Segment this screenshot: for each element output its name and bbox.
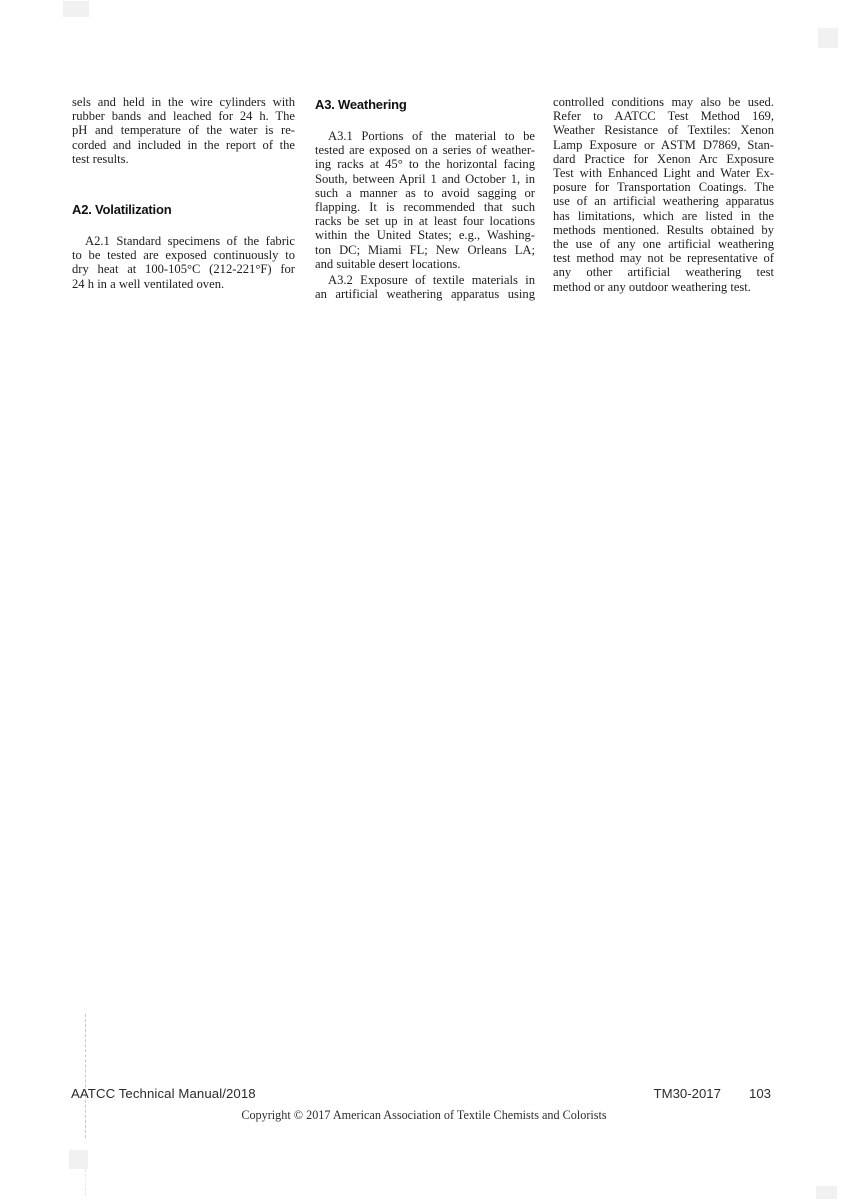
text-line: test method may not be representative of xyxy=(553,251,774,266)
text-line: flapping. It is recommended that such xyxy=(315,200,535,215)
footer-page-number: 103 xyxy=(748,1086,771,1101)
text-line: ing racks at 45° to the horizontal facing xyxy=(315,157,535,172)
text-line: sels and held in the wire cylinders with xyxy=(72,95,295,109)
text-line: tested are exposed on a series of weather- xyxy=(315,143,535,158)
text-line: dard Practice for Xenon Arc Exposure xyxy=(553,151,774,166)
section-heading: A3. Weathering xyxy=(315,97,407,112)
text-line: controlled conditions may also be used. xyxy=(553,95,774,109)
section-heading: A2. Volatilization xyxy=(72,202,172,218)
paragraph xyxy=(72,234,295,291)
text-line: to be tested are exposed continuously to xyxy=(72,248,295,263)
text-line: posure for Transportation Coatings. The xyxy=(553,180,774,195)
text-line: racks be set up in at least four locations xyxy=(315,214,535,229)
footer-right-group xyxy=(654,1086,771,1101)
text-line: within the United States; e.g., Washing- xyxy=(315,228,535,243)
text-line: methods mentioned. Results obtained by xyxy=(553,222,774,237)
scan-artifact-top-left xyxy=(63,1,89,17)
text-line: use of an artificial weathering apparatus xyxy=(553,194,774,209)
text-line: and suitable desert locations. xyxy=(315,256,461,271)
paragraph xyxy=(72,95,295,166)
text-line: 24 h in a well ventilated oven. xyxy=(72,276,225,291)
text-line: A3.1 Portions of the material to be xyxy=(328,129,535,143)
text-line: rubber bands and leached for 24 h. The xyxy=(72,109,295,124)
text-line: Lamp Exposure or ASTM D7869, Stan- xyxy=(553,137,774,152)
text-line: an artificial weathering apparatus using xyxy=(315,287,535,302)
text-column-1 xyxy=(72,95,295,291)
text-line: dry heat at 100-105°C (212-221°F) for xyxy=(72,262,295,277)
text-line: the use of any one artificial weathering xyxy=(553,237,774,252)
scan-artifact-bottom-right xyxy=(816,1186,837,1199)
text-line: pH and temperature of the water is re- xyxy=(72,123,295,138)
text-line: any other artificial weathering test xyxy=(553,265,774,280)
text-line: ton DC; Miami FL; New Orleans LA; xyxy=(315,242,535,257)
copyright-line: Copyright © 2017 American Association of Textile Chemists and Colorists xyxy=(241,1108,607,1122)
text-line: has limitations, which are listed in the xyxy=(553,208,774,223)
scan-artifact-top-right xyxy=(818,28,838,48)
text-line: A3.2 Exposure of textile materials in xyxy=(328,273,535,288)
footer-manual-title: AATCC Technical Manual/2018 xyxy=(71,1086,256,1101)
text-line: such a manner as to avoid sagging or xyxy=(315,185,535,200)
paragraph xyxy=(315,273,535,301)
text-line: A2.1 Standard specimens of the fabric xyxy=(85,234,295,249)
text-column-3 xyxy=(553,95,774,294)
text-line: corded and included in the report of the xyxy=(72,137,295,152)
text-line: South, between April 1 and October 1, in xyxy=(315,171,535,186)
paragraph xyxy=(315,129,535,271)
text-line: Test with Enhanced Light and Water Ex- xyxy=(553,166,774,181)
text-line: Weather Resistance of Textiles: Xenon xyxy=(553,123,774,138)
footer-doc-code: TM30-2017 xyxy=(653,1086,721,1101)
text-line: test results. xyxy=(72,151,129,166)
text-column-2 xyxy=(315,95,535,301)
text-line: Refer to AATCC Test Method 169, xyxy=(553,109,774,124)
scan-artifact-bottom-left xyxy=(69,1150,88,1169)
paragraph xyxy=(553,95,774,294)
text-line: method or any outdoor weathering test. xyxy=(553,279,751,294)
